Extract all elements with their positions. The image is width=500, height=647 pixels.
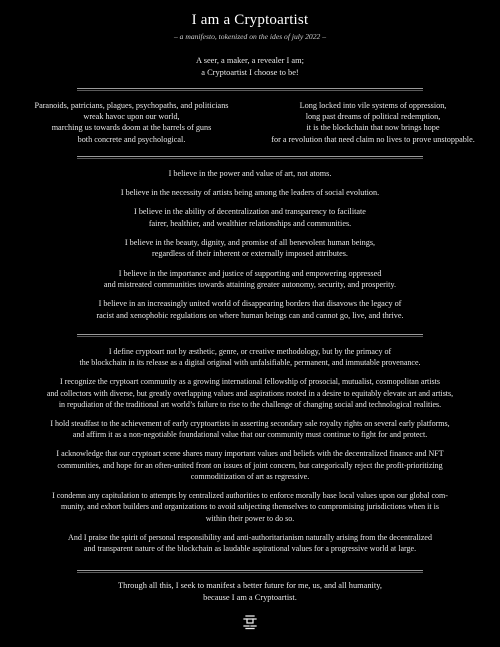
two-column-stanza xyxy=(0,100,500,150)
divider xyxy=(77,570,423,571)
right-line: Long locked into vile systems of oppression, xyxy=(299,101,447,110)
right-line: for a revolution that need claim no lives to prove unstoppable. xyxy=(271,134,475,144)
definition-paragraph: And I praise the spirit of personal responsibility and anti-authoritarianism naturally arising from the decentralized and transparent nature of the blockchain as laudable aspirational values for a progressive world at large. xyxy=(68,532,432,554)
belief-paragraph: I believe in the ability of decentralization and transparency to facilitate fairer, healthier, and wealthier relationships and communities. xyxy=(134,207,366,228)
definitions-section xyxy=(14,346,486,562)
definition-paragraph: I recognize the cryptoart community as a growing international fellowship of prosocial, mutualist, cosmopolitan artists and collectors with diverse, but greatly overlapping values and aspirations rooted in a desire to equitably elevate art and artists, in repudiation of the traditional art world’s failure to rise to the challenge of changing social and technological realities. xyxy=(46,377,454,410)
belief-paragraph: I believe in the necessity of artists being among the leaders of social evolution. xyxy=(120,188,380,198)
page-title: I am a Cryptoartist xyxy=(191,12,309,28)
divider xyxy=(77,156,423,157)
definition-paragraph: I define cryptoart not by æsthetic, genre, or creative methodology, but by the primacy of the blockchain in its release as a digital original with unfalsifiable, permanent, and immutable provenance. xyxy=(79,347,421,368)
closing-line: Through all this, I seek to manifest a better future for me, us, and all humanity, xyxy=(118,581,382,590)
belief-paragraph: I believe in the beauty, dignity, and promise of all benevolent human beings, regardless of their inherent or externally imposed attributes. xyxy=(124,237,376,259)
divider xyxy=(77,88,423,89)
intro-line: a Cryptoartist I choose to be! xyxy=(201,67,299,77)
right-column xyxy=(246,100,500,145)
intro-stanza xyxy=(0,55,500,78)
belief-paragraph: I believe in the power and value of art, not atoms. xyxy=(168,169,332,178)
closing-stanza xyxy=(0,580,500,603)
definition-paragraph: I hold steadfast to the achievement of early cryptoartists in asserting secondary sale royalty rights on several early platforms, and affirm it as a non-negotiable foundational value that our community must continue to fight for and protect. xyxy=(50,419,450,440)
beliefs-section xyxy=(0,168,500,329)
page-subtitle: – a manifesto, tokenized on the ides of july 2022 – xyxy=(173,32,327,41)
divider xyxy=(77,334,423,335)
belief-paragraph: I believe in an increasingly united world of disappearing borders that disavows the legacy of racist and xenophobic regulations on where human beings can and cannot go, live, and thrive. xyxy=(96,299,404,320)
belief-paragraph: I believe in the importance and justice of supporting and empowering oppressed and mistreated communities towards attaining greater autonomy, security, and prosperity. xyxy=(103,268,397,290)
left-line: wreak havoc upon our world, xyxy=(83,112,180,122)
definition-paragraph: I condemn any capitulation to attempts by centralized authorities to enforce morally base local values upon our global com- munity, and exhort builders and organizations to avoid subjecting themselves to compromising jurisdictions when it is within their power to do so. xyxy=(52,491,448,523)
signature-mark-icon xyxy=(240,613,260,631)
right-line: long past dreams of political redemption, xyxy=(305,112,441,122)
left-line: both concrete and psychological. xyxy=(77,134,186,144)
left-column xyxy=(14,100,249,145)
closing-line: because I am a Cryptoartist. xyxy=(203,592,297,602)
left-line: Paranoids, patricians, plagues, psychopaths, and politicians xyxy=(34,101,229,110)
right-line: it is the blockchain that now brings hope xyxy=(306,123,440,133)
intro-line: A seer, a maker, a revealer I am; xyxy=(196,56,304,65)
left-line: marching us towards doom at the barrels of guns xyxy=(51,123,212,133)
definition-paragraph: I acknowledge that our cryptoart scene shares many important values and beliefs with the decentralized finance and NFT communities, and hope for an often-united front on issues of joint concern, but categorically reject the profit-prioritizing commoditization of art as regressive. xyxy=(56,449,444,482)
